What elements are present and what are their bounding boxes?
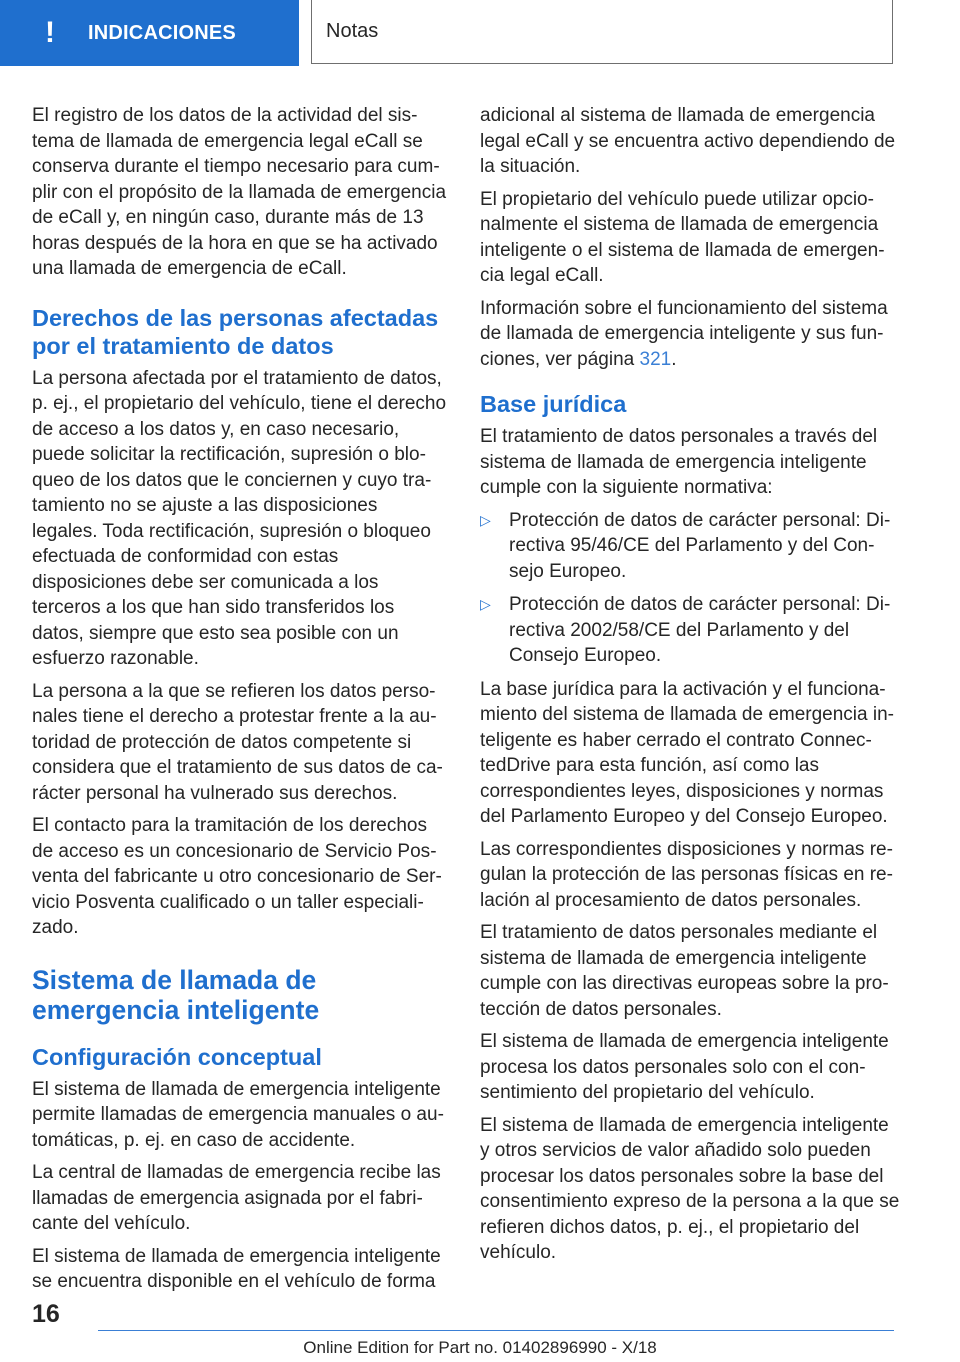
triangle-bullet-icon: ▷ <box>480 511 491 528</box>
paragraph <box>480 296 900 373</box>
paragraph: El sistema de llamada de emergencia inteligente se encuentra disponible en el vehículo de forma <box>32 1245 441 1292</box>
paragraph: El registro de los datos de la actividad del sistema de llamada de emergencia legal eCall se conserva durante el tiempo necesario para cumplir con el propósito de la llamada de emergencia de eCall y, en ningún caso, durante más de 13 horas después de la hora en que se ha activado una llamada de emergencia de eCall. <box>32 105 447 279</box>
paragraph: El sistema de llamada de emergencia inteligente permite llamadas de emergencia manuales o automáticas, p. ej. en caso de accidente. <box>32 1078 444 1151</box>
header-tab[interactable] <box>0 0 299 66</box>
paragraph: El contacto para la tramitación de los derechos de acceso es un concesionario de Servicio Posventa del fabricante u otro concesionario de Servicio Posventa cualificado o un taller especializado. <box>32 815 442 938</box>
triangle-bullet-icon: ▷ <box>480 596 491 612</box>
paragraph: El tratamiento de datos personales mediante el sistema de llamada de emergencia inteligente cumple con las directivas europeas sobre la protección de datos personales. <box>480 922 889 1020</box>
paragraph: La persona afectada por el tratamiento de datos, p. ej., el propietario del vehículo, tiene el derecho de acceso a los datos y, en caso necesario, puede solicitar la rectificación, supresión o bloqueo de los datos que le conciernen y cuyo tratamiento no se ajuste a las disposiciones legales. Toda rectificación, supresión o bloqueo efectuada de conformidad con estas disposiciones debe ser comunicada a los terceros a los que han sido transferidos los datos, siempre que esto sea posible con un esfuerzo razonable. <box>32 367 447 669</box>
list-item <box>480 592 900 669</box>
paragraph-end: . <box>671 348 677 370</box>
heading-legal: Base jurídica <box>480 391 627 417</box>
right-column <box>480 103 900 1273</box>
section-header <box>311 0 893 64</box>
exclamation-icon: ! <box>45 16 55 49</box>
page-link[interactable]: 321 <box>639 348 672 370</box>
list-item-text: Protección de datos de carácter personal: Directiva 2002/58/CE del Parlamento y del Consejo Europeo. <box>509 594 891 666</box>
paragraph: El propietario del vehículo puede utilizar opcionalmente el sistema de llamada de emergencia inteligente o el sistema de llamada de emergencia legal eCall. <box>480 188 885 286</box>
left-column <box>32 103 448 1302</box>
footer-divider <box>98 1330 894 1331</box>
list-item-text: Protección de datos de carácter personal: Directiva 95/46/CE del Parlamento y del Consejo Europeo. <box>509 509 891 582</box>
tab-label: INDICACIONES <box>88 21 236 44</box>
paragraph-text: Información sobre el funcionamiento del sistema de llamada de emergencia inteligente y sus funciones, ver página <box>480 297 888 370</box>
paragraph: Las correspondientes disposiciones y normas regulan la protección de las personas físicas en relación al procesamiento de datos personales. <box>480 838 893 911</box>
paragraph: La persona a la que se refieren los datos personales tiene el derecho a protestar frente a la autoridad de protección de datos competente si considera que el tratamiento de sus datos de carácter personal ha vulnerado sus derechos. <box>32 680 443 804</box>
paragraph: La central de llamadas de emergencia recibe las llamadas de emergencia asignada por el fabricante del vehículo. <box>32 1162 441 1234</box>
section-title: Notas <box>326 20 379 42</box>
paragraph: El tratamiento de datos personales a través del sistema de llamada de emergencia inteligente cumple con la siguiente normativa: <box>480 426 878 498</box>
page-number: 16 <box>32 1300 60 1328</box>
footer-edition: Online Edition for Part no. 01402896990 - X/18 <box>303 1338 657 1357</box>
heading-rights: Derechos de las personas afectadas por el tratamiento de datos <box>32 304 439 359</box>
heading-concept: Configuración conceptual <box>32 1043 322 1070</box>
paragraph: El sistema de llamada de emergencia inteligente procesa los datos personales solo con el consentimiento del propietario del vehículo. <box>480 1031 889 1103</box>
paragraph: El sistema de llamada de emergencia inteligente y otros servicios de valor añadido solo pueden procesar los datos personales sobre la base del consentimiento expreso de la persona a la que se refieren dichos datos, p. ej., el propietario del vehículo. <box>480 1114 900 1263</box>
bullet-list <box>480 508 900 669</box>
heading-system: Sistema de llamada de emergencia inteligente <box>32 964 320 1025</box>
paragraph: adicional al sistema de llamada de emergencia legal eCall y se encuentra activo dependiendo de la situación. <box>480 105 896 177</box>
paragraph: La base jurídica para la activación y el funcionamiento del sistema de llamada de emergencia inteligente es haber cerrado el contrato ConnectedDrive para esta función, así como las correspondientes leyes, disposiciones y normas del Parlamento Europeo y del Consejo Europeo. <box>480 678 894 827</box>
list-item <box>480 508 900 585</box>
